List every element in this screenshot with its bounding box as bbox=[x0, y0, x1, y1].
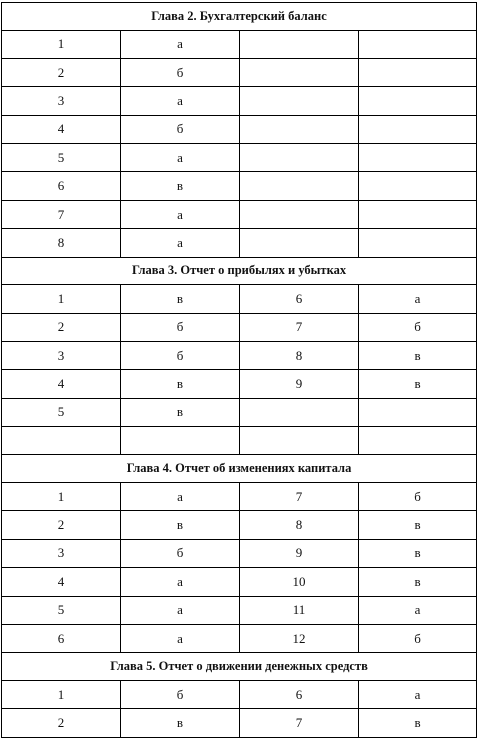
question-number-cell: 12 bbox=[240, 624, 359, 652]
answer-cell: в bbox=[359, 370, 477, 398]
question-number-cell: 1 bbox=[2, 680, 121, 708]
question-number-cell bbox=[240, 87, 359, 115]
table-row bbox=[2, 680, 477, 708]
answer-cell: в bbox=[359, 568, 477, 596]
question-number-cell: 6 bbox=[240, 285, 359, 313]
question-number-cell: 1 bbox=[2, 482, 121, 510]
question-number-cell: 4 bbox=[2, 115, 121, 143]
answer-cell: а bbox=[359, 596, 477, 624]
question-number-cell: 4 bbox=[2, 568, 121, 596]
table-row bbox=[2, 596, 477, 624]
answer-cell: б bbox=[121, 58, 240, 86]
answer-cell: а bbox=[121, 87, 240, 115]
answer-key-body bbox=[2, 3, 477, 738]
table-row bbox=[2, 539, 477, 567]
table-row bbox=[2, 172, 477, 200]
answer-cell: а bbox=[121, 482, 240, 510]
question-number-cell: 7 bbox=[2, 200, 121, 228]
section-header-row bbox=[2, 455, 477, 483]
question-number-cell: 1 bbox=[2, 285, 121, 313]
answer-cell bbox=[359, 398, 477, 426]
answer-cell: б bbox=[359, 624, 477, 652]
table-row bbox=[2, 313, 477, 341]
question-number-cell: 11 bbox=[240, 596, 359, 624]
question-number-cell: 6 bbox=[2, 624, 121, 652]
answer-cell: б bbox=[359, 313, 477, 341]
question-number-cell bbox=[240, 58, 359, 86]
section-title: Глава 2. Бухгалтерский баланс bbox=[2, 3, 477, 31]
question-number-cell: 7 bbox=[240, 313, 359, 341]
question-number-cell: 9 bbox=[240, 370, 359, 398]
question-number-cell bbox=[240, 115, 359, 143]
answer-cell bbox=[359, 229, 477, 257]
question-number-cell bbox=[240, 398, 359, 426]
question-number-cell bbox=[240, 30, 359, 58]
question-number-cell: 6 bbox=[240, 680, 359, 708]
question-number-cell bbox=[240, 427, 359, 455]
answer-cell: а bbox=[121, 229, 240, 257]
answer-cell: а bbox=[121, 624, 240, 652]
section-title: Глава 5. Отчет о движении денежных средств bbox=[2, 653, 477, 681]
answer-cell: б bbox=[359, 482, 477, 510]
answer-cell: б bbox=[121, 313, 240, 341]
question-number-cell bbox=[240, 229, 359, 257]
question-number-cell: 3 bbox=[2, 539, 121, 567]
table-row bbox=[2, 115, 477, 143]
answer-key-table bbox=[1, 2, 477, 738]
answer-cell bbox=[121, 427, 240, 455]
answer-cell bbox=[359, 115, 477, 143]
question-number-cell: 7 bbox=[240, 482, 359, 510]
table-row bbox=[2, 370, 477, 398]
table-row bbox=[2, 482, 477, 510]
question-number-cell bbox=[240, 200, 359, 228]
section-header-row bbox=[2, 257, 477, 285]
answer-cell bbox=[359, 30, 477, 58]
table-row bbox=[2, 341, 477, 369]
answer-cell: б bbox=[121, 539, 240, 567]
table-row bbox=[2, 200, 477, 228]
answer-cell bbox=[359, 58, 477, 86]
question-number-cell: 3 bbox=[2, 341, 121, 369]
question-number-cell: 2 bbox=[2, 511, 121, 539]
section-title: Глава 4. Отчет об изменениях капитала bbox=[2, 455, 477, 483]
table-row bbox=[2, 398, 477, 426]
table-row bbox=[2, 144, 477, 172]
section-title: Глава 3. Отчет о прибылях и убытках bbox=[2, 257, 477, 285]
table-row bbox=[2, 229, 477, 257]
table-row bbox=[2, 511, 477, 539]
answer-cell: б bbox=[121, 680, 240, 708]
question-number-cell: 2 bbox=[2, 709, 121, 737]
answer-cell: а bbox=[121, 596, 240, 624]
question-number-cell: 5 bbox=[2, 398, 121, 426]
question-number-cell bbox=[240, 144, 359, 172]
answer-cell: в bbox=[359, 511, 477, 539]
answer-cell: б bbox=[121, 341, 240, 369]
answer-cell: в bbox=[121, 370, 240, 398]
question-number-cell: 2 bbox=[2, 58, 121, 86]
answer-cell: в bbox=[121, 285, 240, 313]
answer-cell bbox=[359, 87, 477, 115]
table-row bbox=[2, 87, 477, 115]
table-row bbox=[2, 568, 477, 596]
answer-cell bbox=[359, 144, 477, 172]
answer-cell: в bbox=[359, 341, 477, 369]
answer-cell: в bbox=[121, 709, 240, 737]
question-number-cell bbox=[2, 427, 121, 455]
answer-cell: в bbox=[121, 511, 240, 539]
question-number-cell: 2 bbox=[2, 313, 121, 341]
answer-cell: а bbox=[359, 680, 477, 708]
section-header-row bbox=[2, 3, 477, 31]
table-row bbox=[2, 285, 477, 313]
answer-cell: а bbox=[121, 200, 240, 228]
answer-cell bbox=[359, 200, 477, 228]
question-number-cell: 5 bbox=[2, 144, 121, 172]
question-number-cell: 3 bbox=[2, 87, 121, 115]
table-row bbox=[2, 709, 477, 737]
question-number-cell: 1 bbox=[2, 30, 121, 58]
table-row bbox=[2, 30, 477, 58]
answer-cell: а bbox=[121, 144, 240, 172]
answer-cell: а bbox=[121, 568, 240, 596]
question-number-cell: 9 bbox=[240, 539, 359, 567]
answer-cell: в bbox=[359, 709, 477, 737]
answer-cell: в bbox=[121, 398, 240, 426]
question-number-cell: 4 bbox=[2, 370, 121, 398]
question-number-cell: 6 bbox=[2, 172, 121, 200]
question-number-cell: 5 bbox=[2, 596, 121, 624]
question-number-cell: 10 bbox=[240, 568, 359, 596]
table-row bbox=[2, 427, 477, 455]
answer-cell bbox=[359, 427, 477, 455]
question-number-cell bbox=[240, 172, 359, 200]
answer-cell: в bbox=[121, 172, 240, 200]
answer-cell: а bbox=[359, 285, 477, 313]
question-number-cell: 8 bbox=[240, 341, 359, 369]
answer-cell: в bbox=[359, 539, 477, 567]
question-number-cell: 7 bbox=[240, 709, 359, 737]
table-row bbox=[2, 58, 477, 86]
answer-cell: б bbox=[121, 115, 240, 143]
answer-cell: а bbox=[121, 30, 240, 58]
question-number-cell: 8 bbox=[2, 229, 121, 257]
section-header-row bbox=[2, 653, 477, 681]
question-number-cell: 8 bbox=[240, 511, 359, 539]
table-row bbox=[2, 624, 477, 652]
answer-cell bbox=[359, 172, 477, 200]
